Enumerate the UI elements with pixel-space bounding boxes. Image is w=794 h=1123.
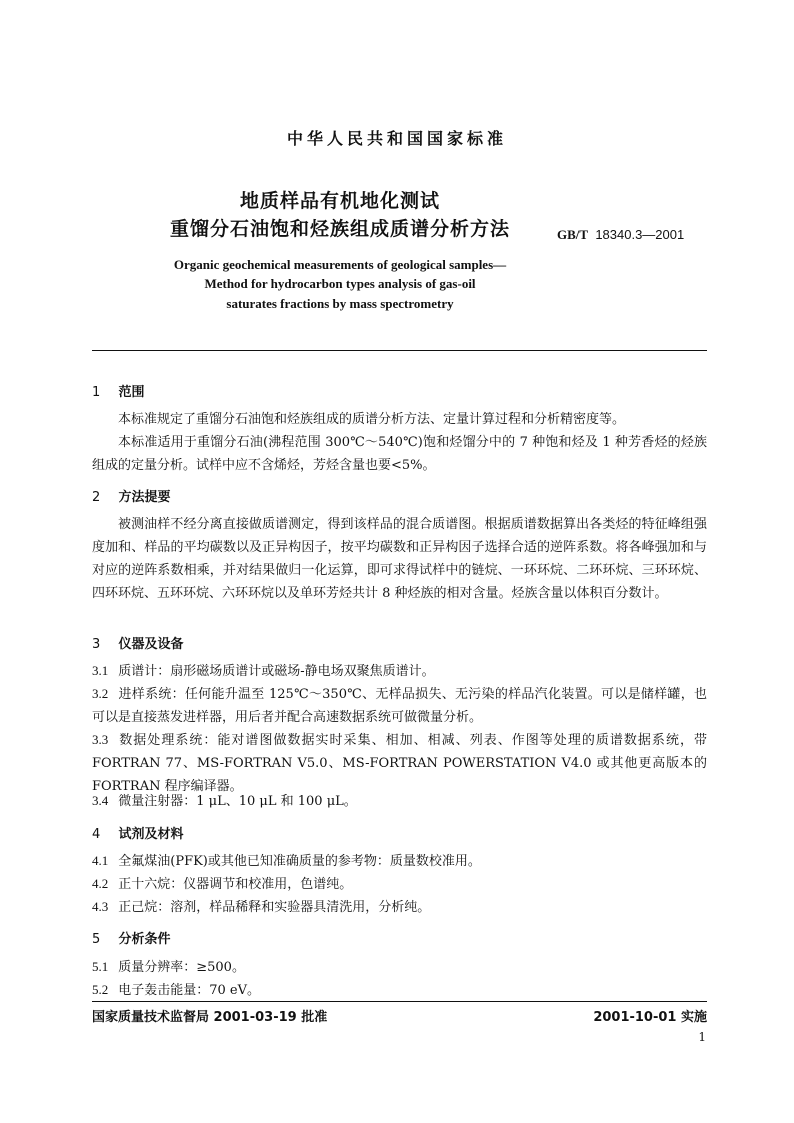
- item-number: 3.4: [92, 793, 109, 808]
- section-number: 2: [92, 490, 101, 505]
- section-title: 仪器及设备: [118, 637, 184, 652]
- title-en-line2: Method for hydrocarbon types analysis of gas-oil: [204, 276, 476, 291]
- title-cn-line2: 重馏分石油饱和烃族组成质谱分析方法: [169, 218, 510, 240]
- title-en-line1: Organic geochemical measurements of geological samples—: [173, 257, 507, 272]
- item-number: 4.2: [92, 876, 109, 891]
- section-5-heading: [92, 928, 171, 947]
- item-3-4: [92, 789, 707, 813]
- standard-prefix: GB/T: [557, 227, 589, 242]
- item-5-1: [92, 955, 707, 979]
- section-4-heading: [92, 823, 184, 842]
- section-number: 4: [92, 827, 101, 842]
- section-2-paragraph-1: 被测油样不经分离直接做质谱测定，得到该样品的混合质谱图。根据质谱数据算出各类烃的特征峰组强度加和、样品的平均碳数以及正异构因子，按平均碳数和正异构因子选择合适的逆阵系数。将各峰强加和与对应的逆阵系数相乘，并对结果做归一化运算，即可求得试样中的链烷、一环环烷、二环环烷、三环环烷、四环环烷、五环环烷、六环环烷以及单环芳烃共计 8 种烃族的相对含量。烃族含量以体积百分数计。: [92, 517, 707, 601]
- standard-number: [557, 227, 684, 243]
- header-rule: [92, 350, 707, 351]
- item-text: 电子轰击能量：70 eV。: [118, 983, 261, 998]
- section-title: 试剂及材料: [118, 827, 184, 842]
- section-number: 1: [92, 385, 101, 400]
- approval-note: 国家质量技术监督局 2001-03-19 批准: [92, 1010, 328, 1025]
- item-number: 3.1: [92, 663, 109, 678]
- item-number: 3.2: [92, 686, 109, 701]
- item-5-2: [92, 978, 707, 1002]
- item-text: 全氟煤油(PFK)或其他已知准确质量的参考物：质量数校准用。: [118, 854, 481, 869]
- item-text: 质量分辨率：≥500。: [118, 960, 245, 975]
- item-number: 4.3: [92, 899, 109, 914]
- section-number: 5: [92, 932, 101, 947]
- item-number: 3.3: [92, 732, 109, 747]
- section-title: 方法提要: [118, 490, 171, 505]
- item-3-1: [92, 659, 707, 683]
- section-1-paragraph-1: 本标准规定了重馏分石油饱和烃族组成的质谱分析方法、定量计算过程和分析精密度等。: [118, 412, 626, 427]
- item-3-2: [92, 682, 707, 729]
- section-1-paragraph-2: 本标准适用于重馏分石油(沸程范围 300℃～540℃)饱和烃馏分中的 7 种饱和烃及 1 种芳香烃的烃族组成的定量分析。试样中应不含烯烃，芳烃含量也要<5%。: [92, 435, 707, 473]
- national-standard-heading: 中华人民共和国国家标准: [286, 129, 507, 148]
- item-number: 5.2: [92, 982, 109, 997]
- item-number: 5.1: [92, 959, 109, 974]
- item-text: 正十六烷：仪器调节和校准用，色谱纯。: [118, 877, 353, 892]
- title-en-line3: saturates fractions by mass spectrometry: [226, 296, 454, 311]
- page-number: 1: [698, 1030, 706, 1044]
- item-text: 数据处理系统：能对谱图做数据实时采集、相加、相减、列表、作图等处理的质谱数据系统，带 FORTRAN 77、MS-FORTRAN V5.0、MS-FORTRAN POWERSTATION V4.0 或其他更高版本的 FORTRAN 程序编译器。: [92, 733, 707, 794]
- section-number: 3: [92, 637, 101, 652]
- section-title: 范围: [118, 385, 145, 400]
- footer-rule: [92, 1001, 707, 1002]
- section-3-heading: [92, 633, 184, 652]
- item-text: 微量注射器：1 μL、10 μL 和 100 μL。: [118, 794, 357, 809]
- standard-code: 18340.3—2001: [595, 227, 685, 242]
- item-3-3: [92, 728, 707, 798]
- item-text: 正己烷：溶剂，样品稀释和实验器具清洗用，分析纯。: [118, 900, 431, 915]
- section-1-heading: [92, 381, 145, 400]
- item-4-1: [92, 849, 707, 873]
- title-cn-line1: 地质样品有机地化测试: [239, 190, 440, 212]
- item-number: 4.1: [92, 853, 109, 868]
- section-title: 分析条件: [118, 932, 171, 947]
- section-2-heading: [92, 486, 171, 505]
- item-4-2: [92, 872, 707, 896]
- item-text: 进样系统：任何能升温至 125℃～350℃、无样品损失、无污染的样品汽化装置。可以是储样罐，也可以是直接蒸发进样器，用后者并配合高速数据系统可做微量分析。: [92, 687, 707, 725]
- item-text: 质谱计：扇形磁场质谱计或磁场-静电场双聚焦质谱计。: [118, 664, 435, 679]
- item-4-3: [92, 895, 707, 919]
- implementation-date: 2001-10-01 实施: [593, 1010, 707, 1025]
